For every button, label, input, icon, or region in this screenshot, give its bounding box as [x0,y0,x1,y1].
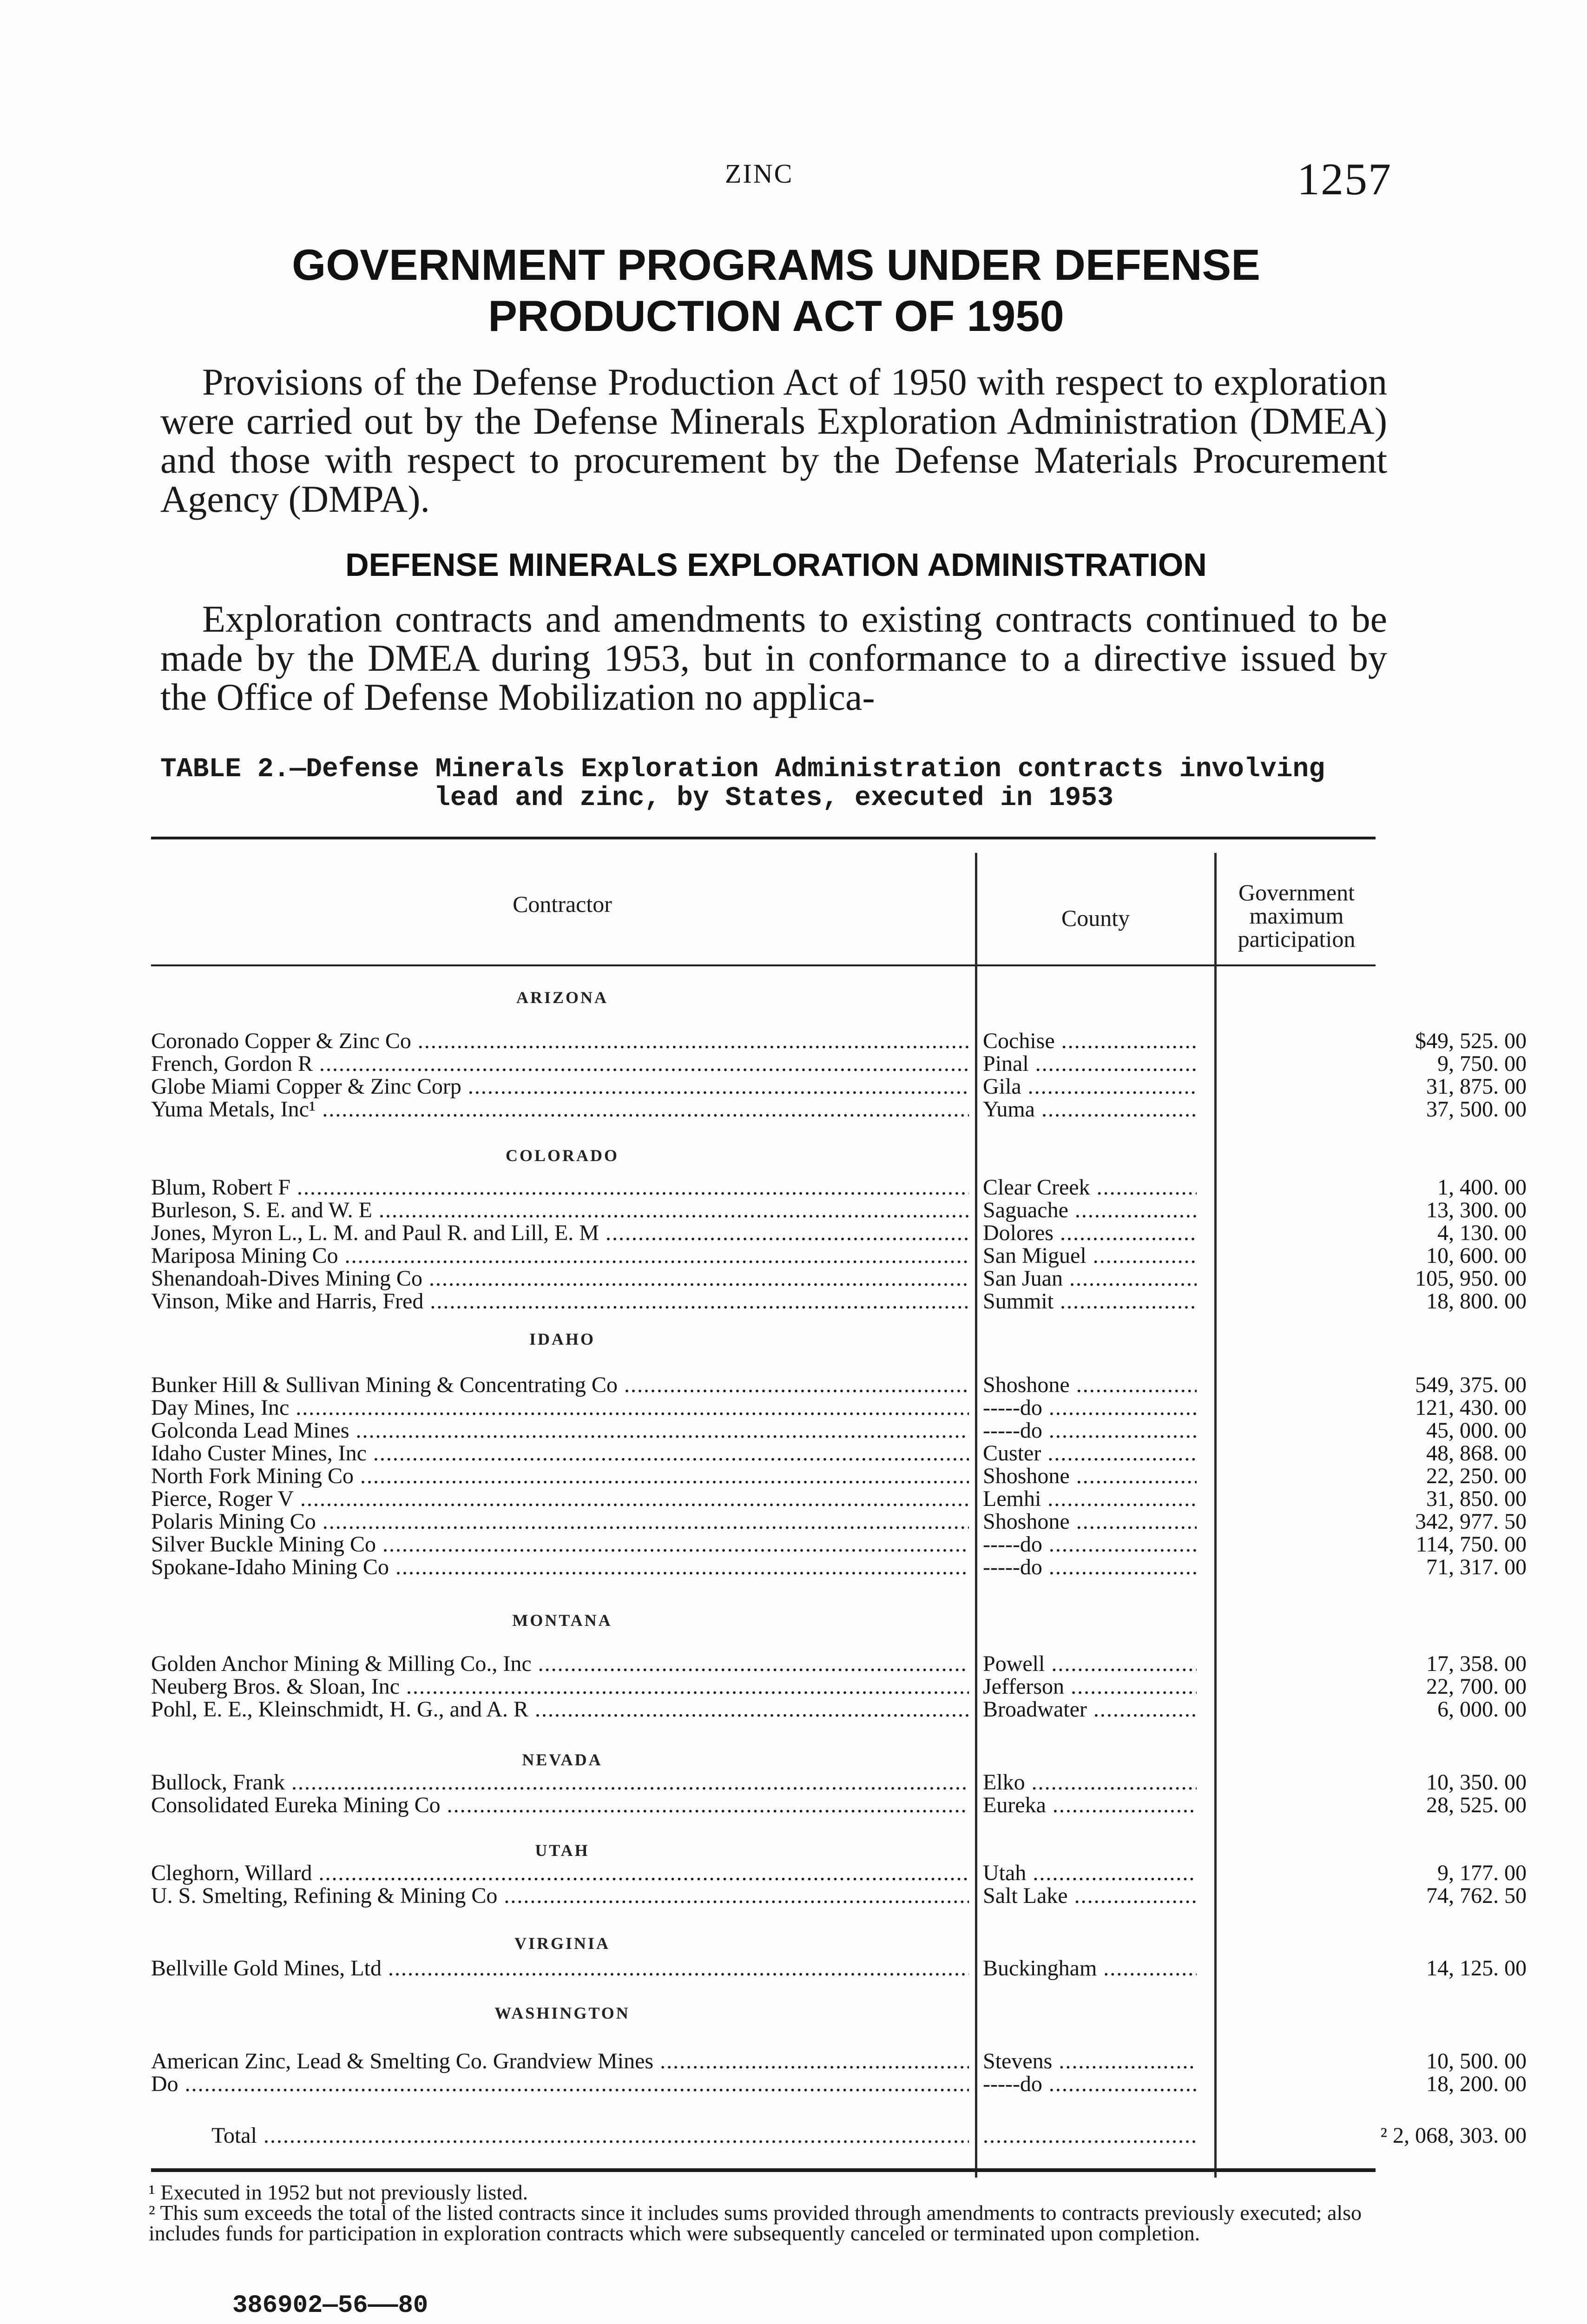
exploration-paragraph-text: Exploration contracts and amendments to existing contracts continued to be made by the DMEA during 1953, but in conformance to a directive issued by the Office of Defense Mobilization no applica- [160,598,1387,718]
county-cell: Broadwater ..... [983,1698,1197,1721]
amount-cell: 28, 525. 00 [1426,1793,1527,1817]
county-cell: Lemhi ..... [983,1487,1197,1511]
amount-cell: 342, 977. 50 [1415,1509,1527,1534]
county-cell: Shoshone ..... [983,1373,1197,1397]
county-cell: -----do ..... [983,1556,1197,1579]
contractor-cell: Pierce, Roger V ..... [151,1487,969,1511]
table-row [151,1441,1527,1466]
amount-cell: 22, 700. 00 [1426,1674,1527,1699]
section-heading: DEFENSE MINERALS EXPLORATION ADMINISTRATION [345,547,1207,583]
table-bottom-rule [151,2168,1376,2172]
table-row [151,1243,1527,1268]
amount-cell: 549, 375. 00 [1415,1373,1527,1397]
table-row [151,1074,1527,1099]
amount-cell: 121, 430. 00 [1415,1395,1527,1420]
table-row [151,1651,1527,1676]
table-row [151,1289,1527,1314]
amount-cell: 18, 800. 00 [1426,1289,1527,1314]
county-cell: Custer ..... [983,1442,1197,1465]
amount-cell: 4, 130. 00 [1437,1221,1527,1245]
footnote-1: ¹ Executed in 1952 but not previously listed. [149,2180,528,2204]
table-row [151,1418,1527,1443]
amount-cell: 1, 400. 00 [1437,1175,1527,1200]
amount-cell: 18, 200. 00 [1426,2072,1527,2096]
contractor-cell: Jones, Myron L., L. M. and Paul R. and Lill, E. M ..... [151,1221,969,1245]
table-row [151,1464,1527,1488]
county-cell: Jefferson ..... [983,1675,1197,1698]
contractor-cell: Shenandoah-Dives Mining Co ..... [151,1267,969,1290]
col-header-county: County [1061,905,1130,931]
contractor-cell: Burleson, S. E. and W. E ..... [151,1199,969,1222]
contractor-cell: Do ..... [151,2073,969,2096]
page-title: GOVERNMENT PROGRAMS UNDER DEFENSE PRODUCTION ACT OF 1950 [292,240,1260,340]
table-row [151,1395,1527,1420]
intro-paragraph [160,363,1387,519]
county-cell: San Miguel ..... [983,1244,1197,1268]
table-row [151,1883,1527,1908]
county-cell: -----do ..... [983,2073,1197,2096]
county-cell: Buckingham ..... [983,1957,1197,1980]
table-row [151,1861,1527,1885]
amount-cell: 17, 358. 00 [1426,1651,1527,1676]
table-row [151,1486,1527,1511]
state-heading: COLORADO [505,1146,619,1165]
contractor-cell: Bunker Hill & Sullivan Mining & Concentrating Co ..... [151,1373,969,1397]
table-row [151,1509,1527,1534]
amount-cell: 105, 950. 00 [1415,1266,1527,1291]
running-head: ZINC [725,158,794,189]
table-caption [160,755,1387,813]
table-row [151,1221,1527,1245]
page-number: 1257 [1297,154,1392,205]
county-cell: Summit ..... [983,1290,1197,1313]
contractor-cell: Pohl, E. E., Kleinschmidt, H. G., and A. R ..... [151,1698,969,1721]
contractor-cell: Spokane-Idaho Mining Co ..... [151,1556,969,1579]
amount-cell: 10, 500. 00 [1426,2049,1527,2073]
col-header-participation: Government maximum participation [1238,879,1356,952]
contractor-cell: American Zinc, Lead & Smelting Co. Grandview Mines ..... [151,2050,969,2073]
footnotes [149,2182,1376,2244]
print-code: 386902—56——80 [232,2291,428,2320]
amount-cell: 22, 250. 00 [1426,1464,1527,1488]
state-heading: UTAH [535,1841,590,1860]
table-row [151,1051,1527,1076]
table-row [151,1697,1527,1722]
amount-cell: 9, 177. 00 [1437,1861,1527,1885]
contractor-cell: Neuberg Bros. & Sloan, Inc ..... [151,1675,969,1698]
table-row [151,1266,1527,1291]
county-cell: -----do ..... [983,1396,1197,1419]
county-cell: Dolores ..... [983,1221,1197,1245]
contractor-cell: Idaho Custer Mines, Inc ..... [151,1442,969,1465]
county-cell: Cochise ..... [983,1030,1197,1053]
county-cell: Gila ..... [983,1075,1197,1098]
state-heading: MONTANA [512,1611,612,1630]
table-row [151,1175,1527,1200]
table-row [151,1532,1527,1557]
amount-cell: 31, 875. 00 [1426,1074,1527,1099]
county-cell: Eureka ..... [983,1794,1197,1817]
county-cell: Clear Creek ..... [983,1176,1197,1199]
amount-cell: 14, 125. 00 [1426,1956,1527,1981]
amount-cell: 31, 850. 00 [1426,1486,1527,1511]
exploration-paragraph [160,600,1387,717]
amount-cell: 13, 300. 00 [1426,1198,1527,1222]
total-amount: ² 2, 068, 303. 00 [1380,2123,1527,2148]
table-caption-line1: TABLE 2.—Defense Minerals Exploration Administration contracts involving [160,754,1325,785]
table-row [151,1793,1527,1817]
table-caption-line2: lead and zinc, by States, executed in 1953 [434,783,1113,813]
county-cell: Shoshone ..... [983,1465,1197,1488]
table-row [151,1373,1527,1397]
state-heading: VIRGINIA [514,1934,611,1953]
county-cell: San Juan ..... [983,1267,1197,1290]
county-cell: Shoshone ..... [983,1510,1197,1533]
contractor-cell: Polaris Mining Co ..... [151,1510,969,1533]
county-cell: Elko ..... [983,1771,1197,1794]
contractor-cell: U. S. Smelting, Refining & Mining Co ..... [151,1884,969,1908]
total-label: Total ..... [211,2124,969,2147]
total-county-leader [983,2124,1197,2147]
county-cell: Yuma ..... [983,1098,1197,1121]
amount-cell: 6, 000. 00 [1437,1697,1527,1722]
contractor-cell: Blum, Robert F ..... [151,1176,969,1199]
table-row [151,1956,1527,1981]
contractor-cell: Mariposa Mining Co ..... [151,1244,969,1268]
county-cell: Stevens ..... [983,2050,1197,2073]
contractor-cell: Vinson, Mike and Harris, Fred ..... [151,1290,969,1313]
contractor-cell: Bullock, Frank ..... [151,1771,969,1794]
table-row [151,1770,1527,1795]
county-cell: Pinal ..... [983,1052,1197,1076]
total-row [151,2123,1527,2148]
amount-cell: 10, 350. 00 [1426,1770,1527,1795]
state-heading: ARIZONA [516,988,608,1007]
county-cell: Salt Lake ..... [983,1884,1197,1908]
contractor-cell: Coronado Copper & Zinc Co ..... [151,1030,969,1053]
contractor-cell: Bellville Gold Mines, Ltd ..... [151,1957,969,1980]
amount-cell: 71, 317. 00 [1426,1555,1527,1579]
contractor-cell: Consolidated Eureka Mining Co ..... [151,1794,969,1817]
contractor-cell: Yuma Metals, Inc¹ ..... [151,1098,969,1121]
intro-paragraph-text: Provisions of the Defense Production Act of 1950 with respect to exploration were carried out by the Defense Minerals Exploration Administration (DMEA) and those with respect to procurement by the Defense Materials Procurement Agency (DMPA). [160,361,1387,520]
county-cell: -----do ..... [983,1419,1197,1442]
amount-cell: 45, 000. 00 [1426,1418,1527,1443]
table-row [151,1198,1527,1222]
footnote-2: ² This sum exceeds the total of the listed contracts since it includes sums provided through amendments to contracts previously executed; also includes funds for participation in exploration contracts which were subsequently canceled or terminated upon completion. [149,2201,1362,2245]
contractor-cell: Day Mines, Inc ..... [151,1396,969,1419]
county-cell: Saguache ..... [983,1199,1197,1222]
state-heading: IDAHO [529,1330,595,1348]
amount-cell: $49, 525. 00 [1415,1029,1527,1053]
table-row [151,1029,1527,1053]
table-top-rule [151,837,1376,839]
contractor-cell: Golden Anchor Mining & Milling Co., Inc ..... [151,1652,969,1676]
table-row [151,1555,1527,1579]
amount-cell: 74, 762. 50 [1426,1883,1527,1908]
contractor-cell: Silver Buckle Mining Co ..... [151,1533,969,1556]
state-heading: NEVADA [522,1750,603,1769]
contractor-cell: Globe Miami Copper & Zinc Corp ..... [151,1075,969,1098]
amount-cell: 48, 868. 00 [1426,1441,1527,1466]
table-row [151,1674,1527,1699]
amount-cell: 114, 750. 00 [1416,1532,1527,1557]
contractor-cell: Golconda Lead Mines ..... [151,1419,969,1442]
table-header-rule [151,964,1376,966]
table-row [151,2072,1527,2096]
county-cell: Powell ..... [983,1652,1197,1676]
table-row [151,1097,1527,1122]
col-header-contractor: Contractor [513,891,612,917]
amount-cell: 9, 750. 00 [1437,1051,1527,1076]
contractor-cell: French, Gordon R ..... [151,1052,969,1076]
county-cell: Utah ..... [983,1862,1197,1885]
county-cell: -----do ..... [983,1533,1197,1556]
amount-cell: 10, 600. 00 [1426,1243,1527,1268]
table-row [151,2049,1527,2073]
contractor-cell: Cleghorn, Willard ..... [151,1862,969,1885]
amount-cell: 37, 500. 00 [1426,1097,1527,1122]
contractor-cell: North Fork Mining Co ..... [151,1465,969,1488]
state-heading: WASHINGTON [494,2004,630,2022]
